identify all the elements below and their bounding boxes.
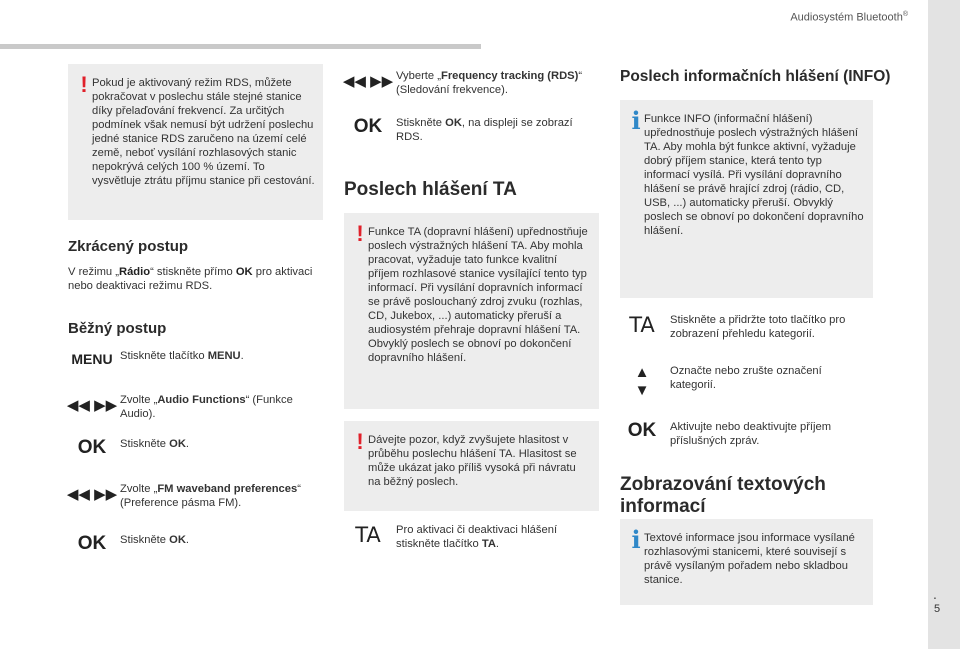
menu-key-icon: MENU bbox=[71, 351, 113, 367]
ok-key-icon: OK bbox=[77, 437, 107, 458]
info-icon: i bbox=[631, 525, 641, 554]
rds-warning-box bbox=[68, 64, 323, 220]
warning-icon: ! bbox=[356, 221, 364, 246]
info-heading: Poslech informačních hlášení (INFO) bbox=[620, 68, 891, 85]
step-label: Zvolte „Audio Functions“ (Funkce Audio). bbox=[120, 394, 293, 420]
page-number: 5 bbox=[934, 603, 941, 615]
step-label: Stiskněte a přidržte toto tlačítko pro zobrazení přehledu kategorií. bbox=[670, 314, 846, 340]
page-dots: . bbox=[933, 586, 937, 602]
rds-warning-text: Pokud je aktivovaný režim RDS, můžete pokračovat v poslechu stále stejné stanice díky přelaďování frekvencí. Za určitých podmínek však nemusí být udržení poslechu jedné stanice RDS zaručeno na území celé země, neboť vysílání rozhlasových stanic nepokrývá celých 100 % území. To vysvětluje ztrátu příjmu stanice při cestování. bbox=[92, 77, 315, 187]
step-label: Stiskněte tlačítko MENU. bbox=[120, 350, 244, 362]
text-info-heading: Zobrazování textových informací bbox=[620, 474, 826, 517]
volume-warning-box bbox=[344, 421, 599, 511]
info-box-text: Funkce INFO (informační hlášení) upřednostňuje poslech výstražných hlášení TA. Aby mohla být funkce aktivní, vyžaduje dobrý příjem stanice, která tento typ informací vysílá. Při vysílání dopravního hlášení se právě hrající zdroj (rádio, CD, USB, ...) automaticky přeruší. Obvyklý poslech se obnoví po dokončení dopravního hlášení. bbox=[644, 113, 864, 237]
ta-key-icon: TA bbox=[355, 523, 381, 547]
step-label: Pro aktivaci či deaktivaci hlášení stiskněte tlačítko TA. bbox=[396, 524, 558, 550]
page-edge-strip bbox=[928, 0, 960, 649]
ta-warning-box bbox=[344, 213, 599, 409]
arrows-left-right-icon: ◀◀ ▶▶ bbox=[66, 486, 118, 503]
step-label: Stiskněte OK, na displeji se zobrazí RDS. bbox=[396, 117, 573, 143]
step-label: Označte nebo zrušte označení kategorií. bbox=[670, 365, 822, 391]
up-arrow-icon: ▲ bbox=[634, 364, 650, 381]
ta-warning-text: Funkce TA (dopravní hlášení) upřednostňuje poslech výstražných hlášení TA. Aby mohla pracovat, vyžaduje tato funkce kvalitní příjem rozhlasové stanice vysílající tento typ informací. Při vysílání dopravních informací se právě poslouchaný zdroj zvuku (rozhlas, CD, Jukebox, ...) automaticky přeruší a audiosystém přehraje dopravní hlášení TA. Obvyklý poslech se obnoví po dokončení dopravního hlášení. bbox=[368, 226, 588, 364]
step-label: Stiskněte OK. bbox=[120, 438, 190, 450]
header-rule bbox=[0, 44, 481, 49]
warning-icon: ! bbox=[80, 72, 88, 97]
ok-key-icon: OK bbox=[627, 420, 657, 441]
warning-icon: ! bbox=[356, 429, 364, 454]
text-info-box bbox=[620, 519, 873, 605]
ok-key-icon: OK bbox=[77, 533, 107, 554]
step-label: Zvolte „FM waveband preferences“ (Preference pásma FM). bbox=[120, 483, 301, 509]
quick-procedure-heading: Zkrácený postup bbox=[68, 238, 189, 255]
chapter-title: Audiosystém Bluetooth® bbox=[790, 11, 908, 24]
volume-warning-text: Dávejte pozor, když zvyšujete hlasitost v průběhu poslechu hlášení TA. Hlasitost se může ukázat jako příliš vysoká při návratu na běžný poslech. bbox=[368, 434, 577, 488]
quick-procedure-text: V režimu „Rádio“ stiskněte přímo OK pro aktivaci nebo deaktivaci režimu RDS. bbox=[68, 266, 313, 292]
info-icon: i bbox=[631, 106, 641, 135]
arrows-left-right-icon: ◀◀ ▶▶ bbox=[66, 397, 118, 414]
ok-key-icon: OK bbox=[353, 116, 383, 137]
ta-heading: Poslech hlášení TA bbox=[344, 179, 517, 200]
step-label: Stiskněte OK. bbox=[120, 534, 190, 546]
info-box bbox=[620, 100, 873, 298]
down-arrow-icon: ▼ bbox=[634, 382, 650, 399]
arrows-left-right-icon: ◀◀ ▶▶ bbox=[342, 73, 394, 90]
step-label: Vyberte „Frequency tracking (RDS)“ (Sledování frekvence). bbox=[396, 70, 583, 96]
ta-key-icon: TA bbox=[629, 313, 655, 337]
up-down-arrows-icon bbox=[616, 364, 668, 400]
normal-procedure-heading: Běžný postup bbox=[68, 320, 167, 337]
text-info-box-text: Textové informace jsou informace vysílané rozhlasovými stanicemi, které souvisejí s právě vysílaným pořadem nebo skladbou stanice. bbox=[644, 532, 855, 586]
step-label: Aktivujte nebo deaktivujte příjem příslušných zpráv. bbox=[670, 421, 832, 447]
